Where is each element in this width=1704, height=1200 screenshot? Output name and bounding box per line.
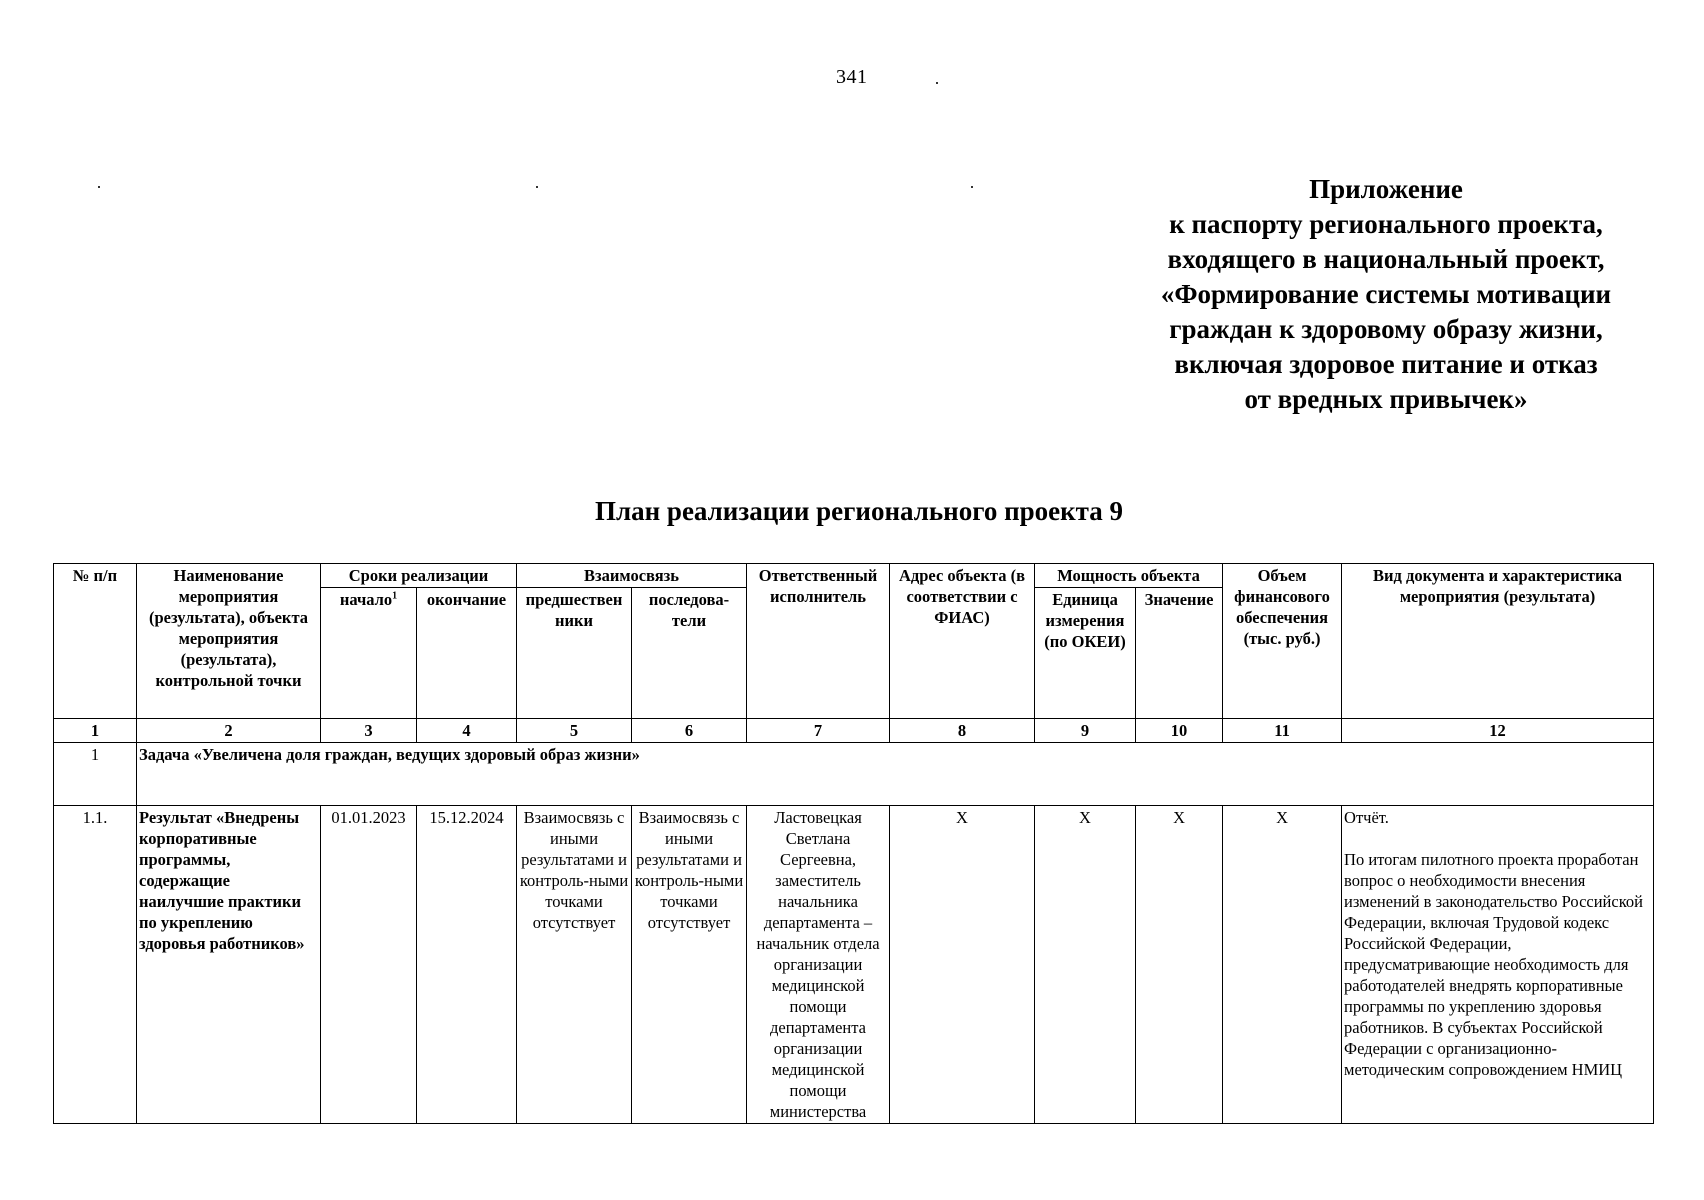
row-name: Результат «Внедрены корпоративные программы, содержащие наилучшие практики по укреплению здоровья работников» [137, 806, 321, 1124]
task-number: 1 [54, 743, 137, 806]
column-number: 5 [517, 719, 632, 743]
row-end: 15.12.2024 [417, 806, 517, 1124]
scan-speck [971, 186, 973, 188]
appendix-line: к паспорту регионального проекта, [1169, 209, 1603, 239]
row-start: 01.01.2023 [321, 806, 417, 1124]
scan-speck [936, 82, 938, 84]
row-doc-spacer [1344, 828, 1651, 849]
page-number: 341 [836, 66, 868, 88]
header-address: Адрес объекта (в соответствии с ФИАС) [890, 564, 1035, 719]
column-number: 6 [632, 719, 747, 743]
header-unit: Единица измерения (по ОКЕИ) [1035, 588, 1136, 719]
row-number: 1.1. [54, 806, 137, 1124]
header-predecessors: предшествен ники [517, 588, 632, 719]
task-row [54, 743, 1654, 806]
row-predecessors: Взаимосвязь с иными результатами и контроль-ными точками отсутствует [517, 806, 632, 1124]
row-doc-text: По итогам пилотного проекта проработан вопрос о необходимости внесения изменений в законодательство Российской Федерации, включая Трудовой кодекс Российской Федерации, предусматривающие необходимость для работодателей внедрять корпоративные программы по укреплению здоровья работников. В субъектах Российской Федерации с организационно-методическим сопровождением НМИЦ [1344, 850, 1643, 1079]
header-num: № п/п [54, 564, 137, 719]
header-row [54, 564, 1654, 588]
header-start-label: начало [339, 590, 393, 609]
header-finance: Объем финансового обеспечения (тыс. руб.) [1223, 564, 1342, 719]
row-successors: Взаимосвязь с иными результатами и контроль-ными точками отсутствует [632, 806, 747, 1124]
appendix-heading [1130, 172, 1642, 417]
column-number: 9 [1035, 719, 1136, 743]
appendix-line: входящего в национальный проект, [1167, 244, 1605, 274]
appendix-line: включая здоровое питание и отказ [1174, 349, 1598, 379]
footnote-mark: 1 [392, 590, 398, 602]
appendix-line: от вредных привычек» [1244, 384, 1528, 414]
header-name: Наименование мероприятия (результата), объекта мероприятия (результата), контрольной точки [137, 564, 321, 719]
scan-speck [536, 186, 538, 188]
column-number-row [54, 719, 1654, 743]
header-start [321, 588, 417, 719]
column-number: 2 [137, 719, 321, 743]
column-number: 10 [1136, 719, 1223, 743]
header-terms: Сроки реализации [321, 564, 517, 588]
column-number: 3 [321, 719, 417, 743]
plan-title: План реализации регионального проекта 9 [594, 496, 1124, 526]
column-number: 11 [1223, 719, 1342, 743]
appendix-line: Приложение [1309, 174, 1463, 204]
column-number: 7 [747, 719, 890, 743]
header-capacity: Мощность объекта [1035, 564, 1223, 588]
row-unit: Х [1035, 806, 1136, 1124]
appendix-line: «Формирование системы мотивации [1160, 279, 1612, 309]
row-finance: Х [1223, 806, 1342, 1124]
column-number: 1 [54, 719, 137, 743]
header-successors: последова-тели [632, 588, 747, 719]
plan-table [53, 563, 1654, 1124]
row-responsible: Ластовецкая Светлана Сергеевна, заместитель начальника департамента – начальник отдела организации медицинской помощи департамента организации медицинской помощи министерства [747, 806, 890, 1124]
row-value: Х [1136, 806, 1223, 1124]
row-doc-title: Отчёт. [1344, 808, 1389, 827]
table-row [54, 806, 1654, 1124]
row-address: Х [890, 806, 1035, 1124]
column-number: 8 [890, 719, 1035, 743]
header-value: Значение [1136, 588, 1223, 719]
header-doc-type: Вид документа и характеристика мероприятия (результата) [1342, 564, 1654, 719]
header-end: окончание [417, 588, 517, 719]
header-responsible: Ответственный исполнитель [747, 564, 890, 719]
column-number: 4 [417, 719, 517, 743]
column-number: 12 [1342, 719, 1654, 743]
header-relation: Взаимосвязь [517, 564, 747, 588]
appendix-line: граждан к здоровому образу жизни, [1169, 314, 1603, 344]
task-text: Задача «Увеличена доля граждан, ведущих здоровый образ жизни» [137, 743, 1654, 806]
row-doc [1342, 806, 1654, 1124]
scan-speck [98, 186, 100, 188]
